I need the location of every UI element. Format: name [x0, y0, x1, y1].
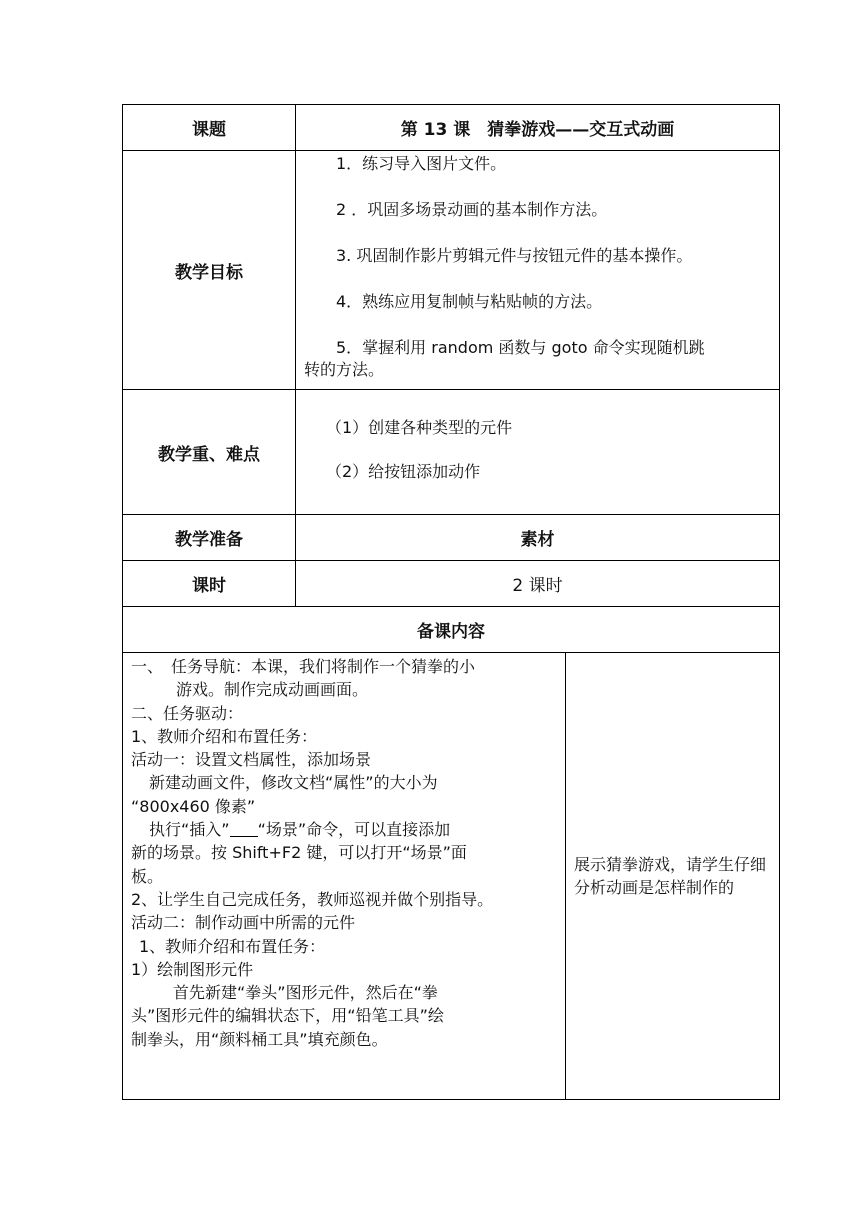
prep-value: 素材 [296, 515, 780, 561]
topic-row [123, 105, 780, 151]
goal-item: 3. 巩固制作影片剪辑元件与按钮元件的基本操作。 [336, 246, 693, 265]
key-points-label: 教学重、难点 [123, 390, 296, 515]
goals-row [123, 151, 780, 390]
content-line: 1、教师介绍和布置任务： [131, 726, 318, 746]
content-line [131, 818, 559, 841]
content-line: 游戏。制作完成动画画面。 [176, 680, 369, 700]
content-line: 首先新建“拳头”图形元件，然后在“拳 [173, 983, 438, 1003]
topic-label: 课题 [123, 105, 296, 151]
goal-item: 5．掌握利用 random 函数与 goto 命令实现随机跳 [336, 338, 705, 357]
content-cell [123, 653, 566, 1100]
content-text: 执行“插入” [149, 820, 230, 840]
prep-label: 教学准备 [123, 515, 296, 561]
key-point: （1）创建各种类型的元件 [326, 418, 513, 437]
key-points-row [123, 390, 780, 515]
content-header: 备课内容 [123, 607, 780, 653]
hours-value: 2 课时 [296, 561, 780, 607]
topic-value: 第 13 课 猜拳游戏——交互式动画 [296, 105, 780, 151]
content-line: “800x460 像素” [131, 796, 256, 816]
lesson-plan-table [122, 104, 780, 1100]
content-line: 二、任务驱动： [131, 703, 244, 723]
content-line: 1）绘制图形元件 [131, 959, 254, 979]
content-line: 制拳头，用“颜料桶工具”填充颜色。 [131, 1029, 388, 1049]
hours-label: 课时 [123, 561, 296, 607]
goal-item: 2 ．巩固多场景动画的基本制作方法。 [336, 200, 608, 219]
goal-item: 4．熟练应用复制帧与粘贴帧的方法。 [336, 292, 603, 311]
goal-item: 1．练习导入图片文件。 [336, 154, 507, 173]
content-line: 板。 [131, 866, 164, 886]
hours-row [123, 561, 780, 607]
content-line: 新建动画文件，修改文档“属性”的大小为 [149, 773, 438, 793]
content-line: 头”图形元件的编辑状态下，用“铅笔工具”绘 [131, 1006, 444, 1026]
content-row [123, 653, 780, 1100]
fill-in-blank [230, 820, 258, 837]
key-points-cell [296, 390, 780, 515]
goals-label: 教学目标 [123, 151, 296, 390]
content-line: 一、 任务导航：本课，我们将制作一个猜拳的小 [131, 657, 476, 676]
content-line: 1、教师介绍和布置任务： [139, 936, 326, 956]
teaching-note-cell: 展示猜拳游戏，请学生仔细分析动画是怎样制作的 [566, 653, 780, 1100]
content-line: 新的场景。按 Shift+F2 键，可以打开“场景”面 [131, 843, 467, 863]
content-text: “场景”命令，可以直接添加 [257, 820, 451, 840]
content-header-row [123, 607, 780, 653]
content-line: 2、让学生自己完成任务，教师巡视并做个别指导。 [131, 889, 494, 909]
content-line: 活动一：设置文档属性，添加场景 [131, 750, 372, 770]
key-point: （2）给按钮添加动作 [326, 462, 481, 481]
goals-cell [296, 151, 780, 390]
content-line: 活动二：制作动画中所需的元件 [131, 913, 356, 933]
prep-row [123, 515, 780, 561]
goal-item-continuation: 转的方法。 [304, 360, 385, 379]
